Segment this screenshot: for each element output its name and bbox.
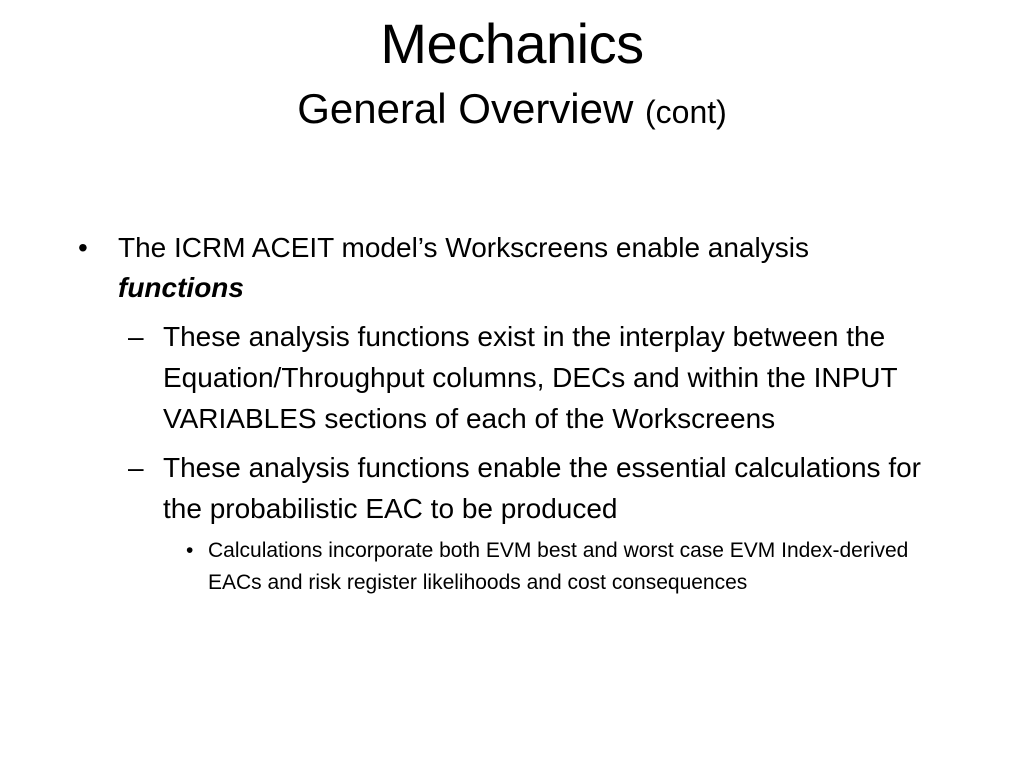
- sub-bullet-text: These analysis functions enable the essential calculations for the probabilistic EAC to be produced: [163, 452, 921, 524]
- bullet-text: The ICRM ACEIT model’s Workscreens enable analysis: [118, 232, 809, 263]
- bullet-marker: •: [186, 539, 194, 562]
- bullet-marker: •: [78, 232, 88, 263]
- dash-marker: –: [128, 321, 144, 352]
- bullet-level3: [186, 535, 938, 599]
- bullet-level1: [78, 228, 938, 308]
- bullet-level2-second: [128, 447, 938, 529]
- slide-body: [78, 228, 938, 599]
- dash-marker: –: [128, 452, 144, 483]
- sub-sub-bullet-text: Calculations incorporate both EVM best and worst case EVM Index-derived EACs and risk register likelihoods and cost consequences: [208, 539, 909, 594]
- slide-subtitle: [0, 82, 1024, 139]
- subtitle-suffix: (cont): [645, 94, 727, 130]
- sub-bullet-text: These analysis functions exist in the interplay between the Equation/Throughput columns, DECs and within the INPUT VARIABLES sections of each of the Workscreens: [163, 321, 898, 434]
- slide-title: Mechanics: [380, 12, 644, 75]
- bullet-level2-first: [128, 316, 938, 439]
- bullet-emphasis: functions: [118, 272, 244, 303]
- subtitle-text: General Overview: [297, 85, 634, 132]
- title-block: [0, 8, 1024, 139]
